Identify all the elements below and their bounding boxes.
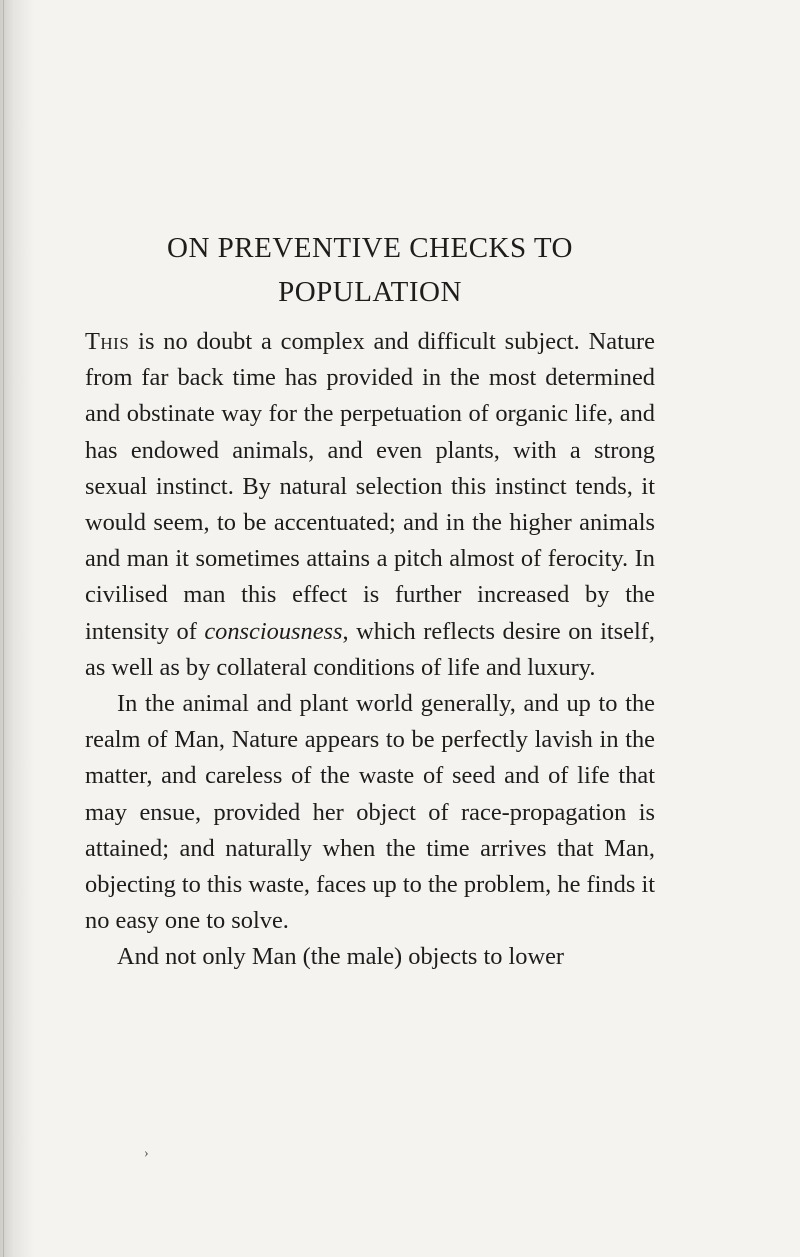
binding-line [3,0,4,1257]
signature-mark: › [144,1146,149,1161]
paragraph-1-text-b: , which reflects desire on itself, as well as by collateral conditions of life and luxury. [85,617,655,681]
paragraph-1-text-a: is no doubt a complex and difficult subject. Nature from far back time has provided in the most determined and obstinate way for the perpetuation of organic life, and has endowed animals, and even plants, with a strong sexual instinct. By natural selection this instinct tends, it would seem, to be accentuated; and in the higher animals and man it sometimes attains a pitch almost of ferocity. In civilised man this effect is further increased by the intensity of [85,328,655,645]
page-binding-edge [0,0,34,1257]
paragraph-1-italic-word: consciousness [204,617,343,645]
paragraph-3: And not only Man (the male) objects to lower [117,943,565,971]
chapter-title-line-1: ON PREVENTIVE CHECKS TO [167,232,573,264]
document-page [85,226,655,976]
paragraph-2: In the animal and plant world generally, and up to the realm of Man, Nature appears to be perfectly lavish in the matter, and careless of the waste of seed and of life that may ensue, provided her object of race-propagation is attained; and naturally when the time arrives that Man, objecting to this waste, faces up to the problem, he finds it no easy one to solve. [85,690,655,935]
chapter-title [85,226,655,314]
paragraph-1 [85,324,655,686]
paragraph-1-lead-word: This [85,328,130,355]
chapter-title-line-2: POPULATION [278,276,462,308]
